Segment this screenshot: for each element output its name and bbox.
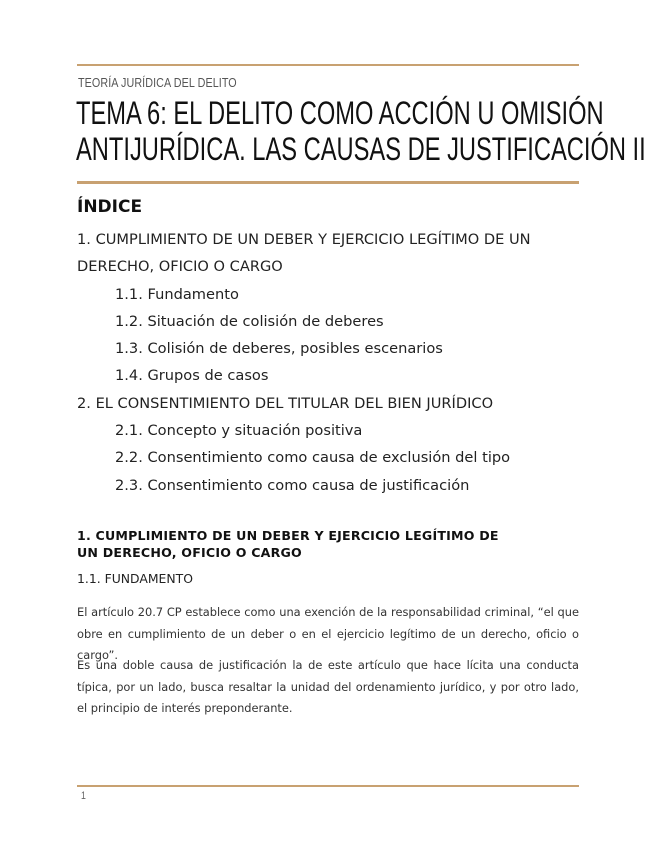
top-divider	[77, 64, 579, 66]
toc-item-2-3[interactable]: 2.3. Consentimiento como causa de justificación	[115, 476, 470, 494]
table-of-contents	[77, 226, 597, 499]
page-title	[76, 95, 646, 167]
page-number: 1	[81, 790, 86, 802]
footer-divider	[77, 785, 579, 787]
body-paragraph-2: Es una doble causa de justificación la de este artículo que hace lícita una conducta típica, por un lado, busca resaltar la unidad del ordenamiento jurídico, y por otro lado, el principio de interés preponderante.	[77, 658, 579, 715]
section-heading	[77, 527, 537, 561]
toc-item-1-2[interactable]: 1.2. Situación de colisión de deberes	[115, 312, 384, 330]
subject-kicker: TEORÍA JURÍDICA DEL DELITO	[78, 76, 237, 90]
subsection-heading: 1.1. FUNDAMENTO	[77, 571, 193, 586]
body-paragraph-1: El artículo 20.7 CP establece como una exención de la responsabilidad criminal, “el que obre en cumplimiento de un deber o en el ejercicio legítimo de un derecho, oficio o cargo”.	[77, 605, 579, 662]
toc-item-2-2[interactable]: 2.2. Consentimiento como causa de exclusión del tipo	[115, 449, 511, 467]
toc-item-2[interactable]: 2. EL CONSENTIMIENTO DEL TITULAR DEL BIEN JURÍDICO	[77, 394, 494, 412]
toc-item-1-4[interactable]: 1.4. Grupos de casos	[115, 367, 269, 385]
toc-item-1-cont[interactable]: DERECHO, OFICIO O CARGO	[77, 258, 283, 276]
section-heading-line-2: UN DERECHO, OFICIO O CARGO	[77, 545, 302, 560]
title-divider	[77, 181, 579, 184]
toc-item-2-1[interactable]: 2.1. Concepto y situación positiva	[115, 422, 363, 440]
toc-item-1-3[interactable]: 1.3. Colisión de deberes, posibles escenarios	[115, 340, 443, 358]
title-line-2: ANTIJURÍDICA. LAS CAUSAS DE JUSTIFICACIÓN II	[76, 131, 646, 167]
toc-item-1[interactable]: 1. CUMPLIMIENTO DE UN DEBER Y EJERCICIO LEGÍTIMO DE UN	[77, 231, 531, 248]
toc-heading: ÍNDICE	[77, 197, 143, 217]
title-line-1: TEMA 6: EL DELITO COMO ACCIÓN U OMISIÓN	[76, 95, 604, 131]
section-heading-line-1: 1. CUMPLIMIENTO DE UN DEBER Y EJERCICIO LEGÍTIMO DE	[77, 528, 499, 543]
toc-item-1-1[interactable]: 1.1. Fundamento	[115, 285, 239, 303]
